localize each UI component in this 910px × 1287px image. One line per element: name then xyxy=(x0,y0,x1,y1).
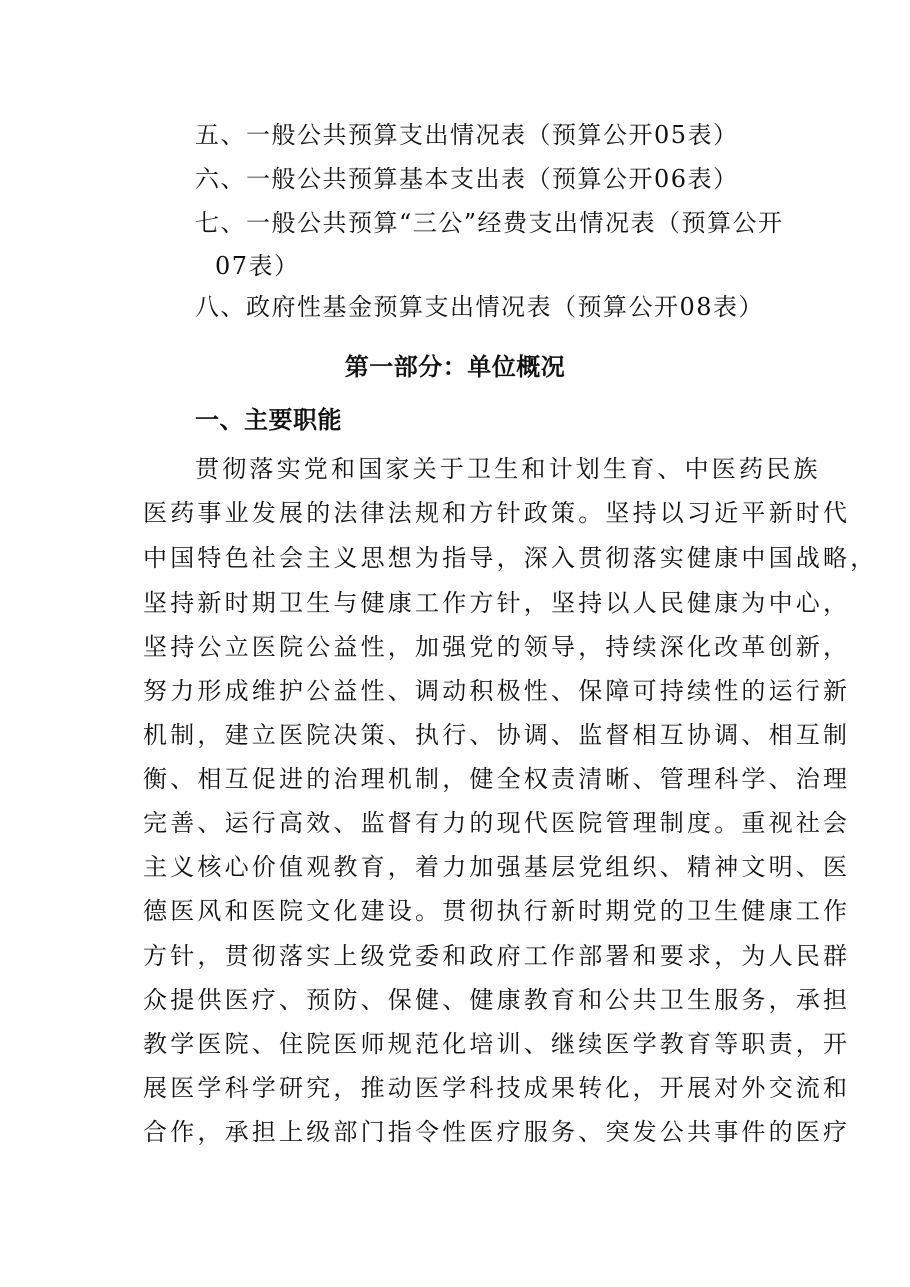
paragraph-line: 中国特色社会主义思想为指导，深入贯彻落实健康中国战略， xyxy=(143,544,878,572)
paragraph-line: 德医风和医院文化建设。贯彻执行新时期党的卫生健康工作 xyxy=(143,897,851,925)
toc-item-8: 八、政府性基金预算支出情况表（预算公开08表） xyxy=(195,293,765,321)
section-title: 一、主要职能 xyxy=(195,406,342,434)
toc-item-7-continued: 07表） xyxy=(215,252,300,280)
paragraph-line: 合作，承担上级部门指令性医疗服务、突发公共事件的医疗 xyxy=(143,1118,851,1146)
paragraph-line: 坚持新时期卫生与健康工作方针，坚持以人民健康为中心， xyxy=(143,589,851,617)
toc-item-6: 六、一般公共预算基本支出表（预算公开06表） xyxy=(195,165,739,193)
paragraph-line: 方针，贯彻落实上级党委和政府工作部署和要求，为人民群 xyxy=(143,942,851,970)
paragraph-line: 展医学科学研究，推动医学科技成果转化，开展对外交流和 xyxy=(143,1074,851,1102)
paragraph-line: 机制，建立医院决策、执行、协调、监督相互协调、相互制 xyxy=(143,721,851,749)
paragraph-line: 贯彻落实党和国家关于卫生和计划生育、中医药民族 xyxy=(195,455,821,483)
paragraph-line: 众提供医疗、预防、保健、健康教育和公共卫生服务，承担 xyxy=(143,986,851,1014)
paragraph-line: 教学医院、住院医师规范化培训、继续医学教育等职责，开 xyxy=(143,1030,851,1058)
paragraph-line: 主义核心价值观教育，着力加强基层党组织、精神文明、医 xyxy=(143,853,851,881)
paragraph-line: 医药事业发展的法律法规和方针政策。坚持以习近平新时代 xyxy=(143,499,851,527)
toc-item-7: 七、一般公共预算“三公”经费支出情况表（预算公开 xyxy=(195,209,784,237)
paragraph-line: 完善、运行高效、监督有力的现代医院管理制度。重视社会 xyxy=(143,809,851,837)
paragraph-line: 努力形成维护公益性、调动积极性、保障可持续性的运行新 xyxy=(143,677,851,705)
part-title: 第一部分：单位概况 xyxy=(344,353,566,381)
paragraph-line: 衡、相互促进的治理机制，健全权责清晰、管理科学、治理 xyxy=(143,765,851,793)
paragraph-line: 坚持公立医院公益性，加强党的领导，持续深化改革创新， xyxy=(143,633,851,661)
toc-item-5: 五、一般公共预算支出情况表（预算公开05表） xyxy=(195,121,739,149)
